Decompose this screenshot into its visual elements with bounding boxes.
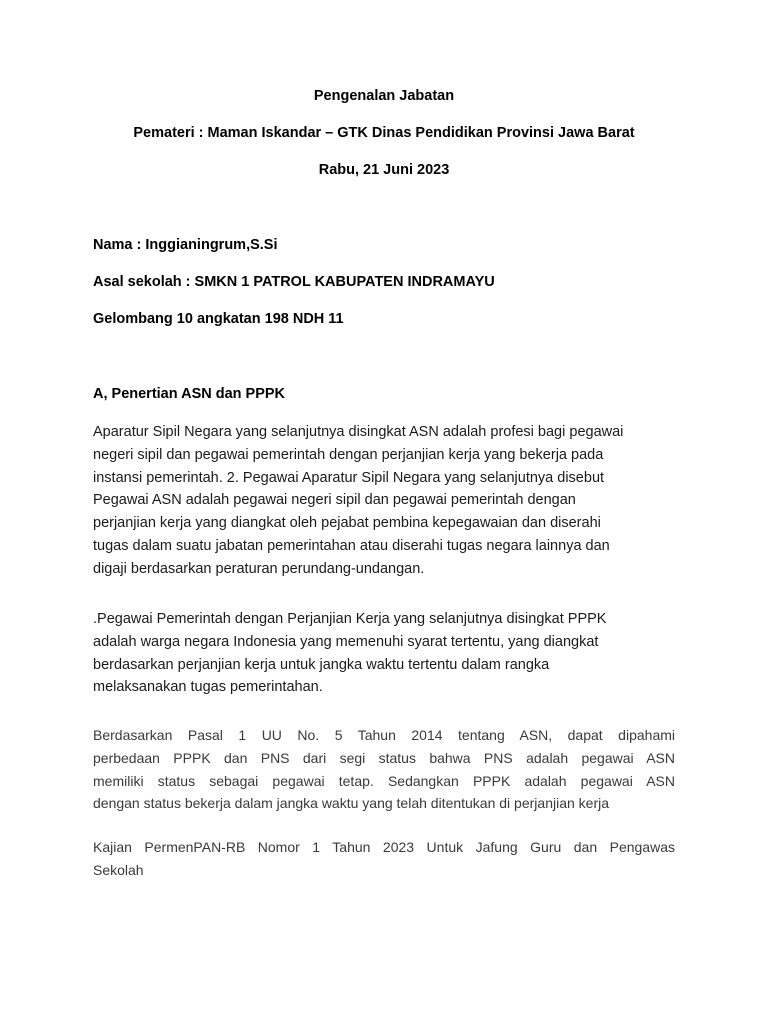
paragraph-line: negeri sipil dan pegawai pemerintah dengan perjanjian kerja yang bekerja pada <box>93 446 604 463</box>
paragraph-line: berdasarkan perjanjian kerja untuk jangka waktu tertentu dalam rangka <box>93 656 550 673</box>
paragraph-line: dengan status bekerja dalam jangka waktu yang telah ditentukan di perjanjian kerja <box>93 795 610 812</box>
paragraph-line: Pegawai ASN adalah pegawai negeri sipil dan pegawai pemerintah dengan <box>93 492 576 509</box>
paragraph-line: Aparatur Sipil Negara yang selanjutnya disingkat ASN adalah profesi bagi pegawai <box>93 424 624 440</box>
paragraph-line: adalah warga negara Indonesia yang memenuhi syarat tertentu, yang diangkat <box>93 633 599 650</box>
paragraph-line: melaksanakan tugas pemerintahan. <box>93 679 323 696</box>
paragraph-line: .Pegawai Pemerintah dengan Perjanjian Kerja yang selanjutnya disingkat PPPK <box>93 611 607 627</box>
name-line: Nama : Inggianingrum,S.Si <box>93 237 278 253</box>
paragraph-line: tugas dalam suatu jabatan pemerintahan atau diserahi tugas negara lainnya dan <box>93 537 610 554</box>
paragraph-line: Berdasarkan Pasal 1 UU No. 5 Tahun 2014 tentang ASN, dapat dipahami <box>93 727 675 743</box>
paragraph-line: Sekolah <box>93 861 144 878</box>
paragraph-line: instansi pemerintah. 2. Pegawai Aparatur Sipil Negara yang selanjutnya disebut <box>93 469 605 486</box>
date-line: Rabu, 21 Juni 2023 <box>318 162 450 178</box>
paragraph-line: perjanjian kerja yang diangkat oleh pejabat pembina kepegawaian dan diserahi <box>93 515 601 532</box>
paragraph-line: Kajian PermenPAN-RB Nomor 1 Tahun 2023 Untuk Jafung Guru dan Pengawas <box>93 839 675 855</box>
batch-line: Gelombang 10 angkatan 198 NDH 11 <box>93 311 344 327</box>
paragraph-study-note <box>93 836 675 882</box>
paragraph-asn-definition <box>93 421 675 581</box>
school-line: Asal sekolah : SMKN 1 PATROL KABUPATEN INDRAMAYU <box>93 274 495 290</box>
paragraph-pppk-definition <box>93 608 675 699</box>
paragraph-line: digaji berdasarkan peraturan perundang-undangan. <box>93 560 425 577</box>
document-title: Pengenalan Jabatan <box>313 88 455 104</box>
paragraph-pppk-vs-pns <box>93 724 675 815</box>
speaker-line: Pemateri : Maman Iskandar – GTK Dinas Pendidikan Provinsi Jawa Barat <box>133 125 635 141</box>
paragraph-line: memiliki status sebagai pegawai tetap. Sedangkan PPPK adalah pegawai ASN <box>93 772 675 789</box>
section-heading: A, Penertian ASN dan PPPK <box>93 386 286 402</box>
paragraph-line: perbedaan PPPK dan PNS dari segi status bahwa PNS adalah pegawai ASN <box>93 749 675 766</box>
